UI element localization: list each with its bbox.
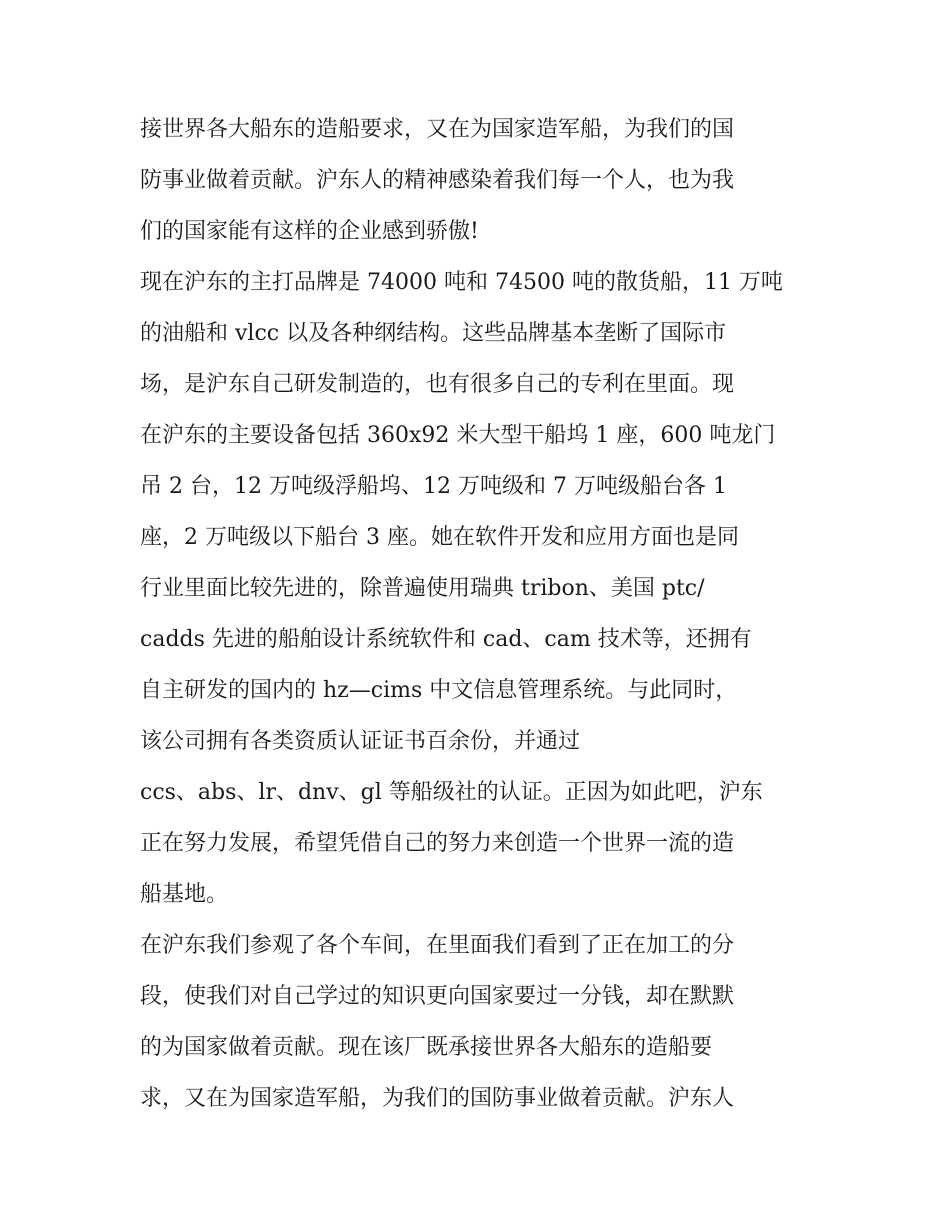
text-line: cadds 先进的船舶设计系统软件和 cad、cam 技术等，还拥有	[140, 627, 752, 652]
text-line: 行业里面比较先进的，除普遍使用瑞典 tribon、美国 ptc/	[140, 576, 705, 601]
text-line: 段，使我们对自己学过的知识更向国家要过一分钱，却在默默	[140, 984, 735, 1009]
text-line: 防事业做着贡献。沪东人的精神感染着我们每一个人，也为我	[140, 168, 735, 193]
text-line: 该公司拥有各类资质认证证书百余份，并通过	[140, 729, 581, 754]
text-line: 吊 2 台，12 万吨级浮船坞、12 万吨级和 7 万吨级船台各 1	[140, 474, 727, 499]
text-line: 现在沪东的主打品牌是 74000 吨和 74500 吨的散货船，11 万吨	[140, 270, 783, 295]
text-line: 在沪东的主要设备包括 360x92 米大型干船坞 1 座，600 吨龙门	[140, 423, 776, 448]
text-line: 们的国家能有这样的企业感到骄傲!	[140, 219, 479, 244]
text-line: 求，又在为国家造军船，为我们的国防事业做着贡献。沪东人	[140, 1086, 735, 1111]
text-line: 的油船和 vlcc 以及各种纲结构。这些品牌基本垄断了国际市	[140, 321, 727, 346]
text-line: 场，是沪东自己研发制造的，也有很多自己的专利在里面。现	[140, 372, 735, 397]
text-line: 座，2 万吨级以下船台 3 座。她在软件开发和应用方面也是同	[140, 525, 739, 550]
text-line: 在沪东我们参观了各个车间，在里面我们看到了正在加工的分	[140, 933, 735, 958]
text-line: 正在努力发展，希望凭借自己的努力来创造一个世界一流的造	[140, 831, 735, 856]
text-line: 自主研发的国内的 hz—cims 中文信息管理系统。与此同时，	[140, 678, 738, 703]
text-line: 接世界各大船东的造船要求，又在为国家造军船，为我们的国	[140, 117, 735, 142]
text-line: 船基地。	[140, 882, 229, 907]
text-line: ccs、abs、lr、dnv、gl 等船级社的认证。正因为如此吧，沪东	[140, 780, 763, 805]
body-text	[140, 104, 820, 1124]
text-line: 的为国家做着贡献。现在该厂既承接世界各大船东的造船要	[140, 1035, 713, 1060]
